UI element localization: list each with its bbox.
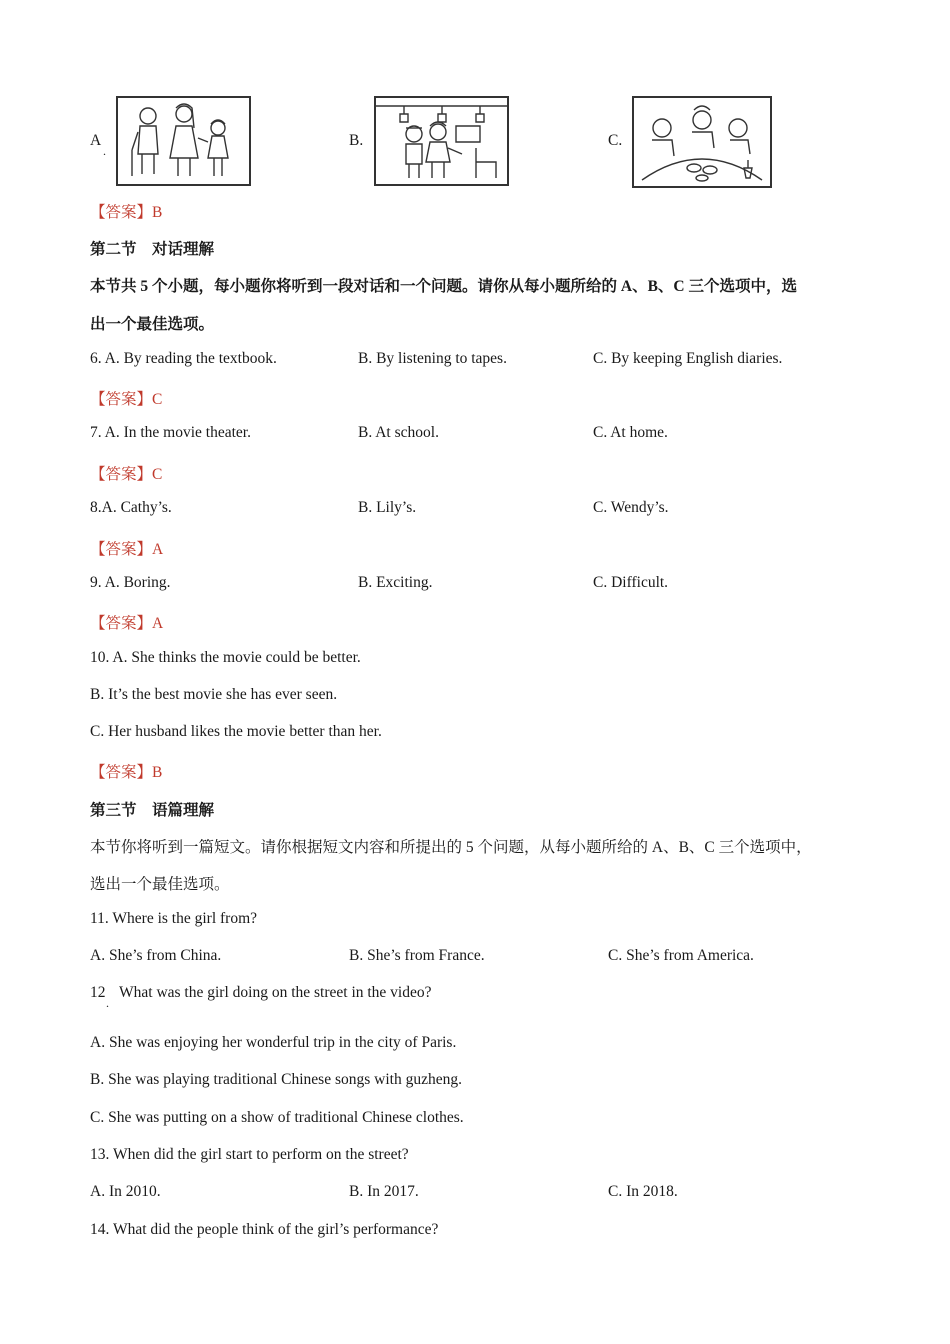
q6-option-a: 6. A. By reading the textbook.	[90, 350, 277, 367]
q9-option-a: 9. A. Boring.	[90, 574, 171, 591]
answer-1: 【答案】B	[90, 204, 163, 221]
q12-option-c: C. She was putting on a show of traditional Chinese clothes.	[90, 1109, 464, 1126]
q10-option-a: 10. A. She thinks the movie could be better.	[90, 649, 361, 666]
q14-question: 14. What did the people think of the girl’s performance?	[90, 1221, 439, 1238]
q7-option-b: B. At school.	[358, 424, 439, 441]
answer-10: 【答案】B	[90, 764, 163, 781]
q11-option-b: B. She’s from France.	[349, 947, 485, 964]
q11-option-c: C. She’s from America.	[608, 947, 754, 964]
answer-9: 【答案】A	[90, 615, 164, 632]
q12-question: What was the girl doing on the street in the video?	[119, 984, 432, 1001]
q8-option-b: B. Lily’s.	[358, 499, 417, 516]
option-a-dot: .	[103, 144, 106, 158]
answer-7: 【答案】C	[90, 466, 163, 483]
q13-option-a: A. In 2010.	[90, 1183, 161, 1200]
answer-8: 【答案】A	[90, 541, 164, 558]
section3-title: 第三节 语篇理解	[90, 802, 215, 819]
q13-option-c: C. In 2018.	[608, 1183, 678, 1200]
q9-option-b: B. Exciting.	[358, 574, 433, 591]
q8-option-c: C. Wendy’s.	[593, 499, 669, 516]
option-b-label: B.	[349, 132, 364, 149]
q12-number: 12	[90, 984, 106, 1001]
q11-question: 11. Where is the girl from?	[90, 910, 258, 927]
kids-on-bus-icon[interactable]	[374, 96, 509, 186]
section2-title: 第二节 对话理解	[90, 241, 215, 258]
option-c-label: C.	[608, 132, 623, 149]
q12-dot: .	[106, 996, 109, 1010]
section3-instructions-2: 选出一个最佳选项。	[90, 876, 230, 893]
q8-option-a: 8.A. Cathy’s.	[90, 499, 172, 516]
section2-instructions-2: 出一个最佳选项。	[90, 316, 215, 333]
q13-question: 13. When did the girl start to perform on the street?	[90, 1146, 409, 1163]
q7-option-c: C. At home.	[593, 424, 668, 441]
q13-option-b: B. In 2017.	[349, 1183, 419, 1200]
q6-option-b: B. By listening to tapes.	[358, 350, 507, 367]
family-dinner-icon[interactable]	[632, 96, 772, 188]
q12-option-a: A. She was enjoying her wonderful trip in the city of Paris.	[90, 1034, 457, 1051]
section3-instructions-1: 本节你将听到一篇短文。请你根据短文内容和所提出的 5 个问题，从每小题所给的 A、B、C 三个选项中，	[90, 839, 812, 856]
q9-option-c: C. Difficult.	[593, 574, 669, 591]
q7-option-a: 7. A. In the movie theater.	[90, 424, 251, 441]
q11-option-a: A. She’s from China.	[90, 947, 222, 964]
q12-option-b: B. She was playing traditional Chinese songs with guzheng.	[90, 1071, 462, 1088]
option-a-label: A	[90, 132, 102, 149]
family-walking-icon[interactable]	[116, 96, 251, 186]
q6-option-c: C. By keeping English diaries.	[593, 350, 783, 367]
section2-instructions-1: 本节共 5 个小题，每小题你将听到一段对话和一个问题。请你从每小题所给的 A、B、C 三个选项中，选	[90, 278, 797, 295]
q10-option-c: C. Her husband likes the movie better than her.	[90, 723, 382, 740]
q10-option-b: B. It’s the best movie she has ever seen.	[90, 686, 338, 703]
answer-6: 【答案】C	[90, 391, 163, 408]
